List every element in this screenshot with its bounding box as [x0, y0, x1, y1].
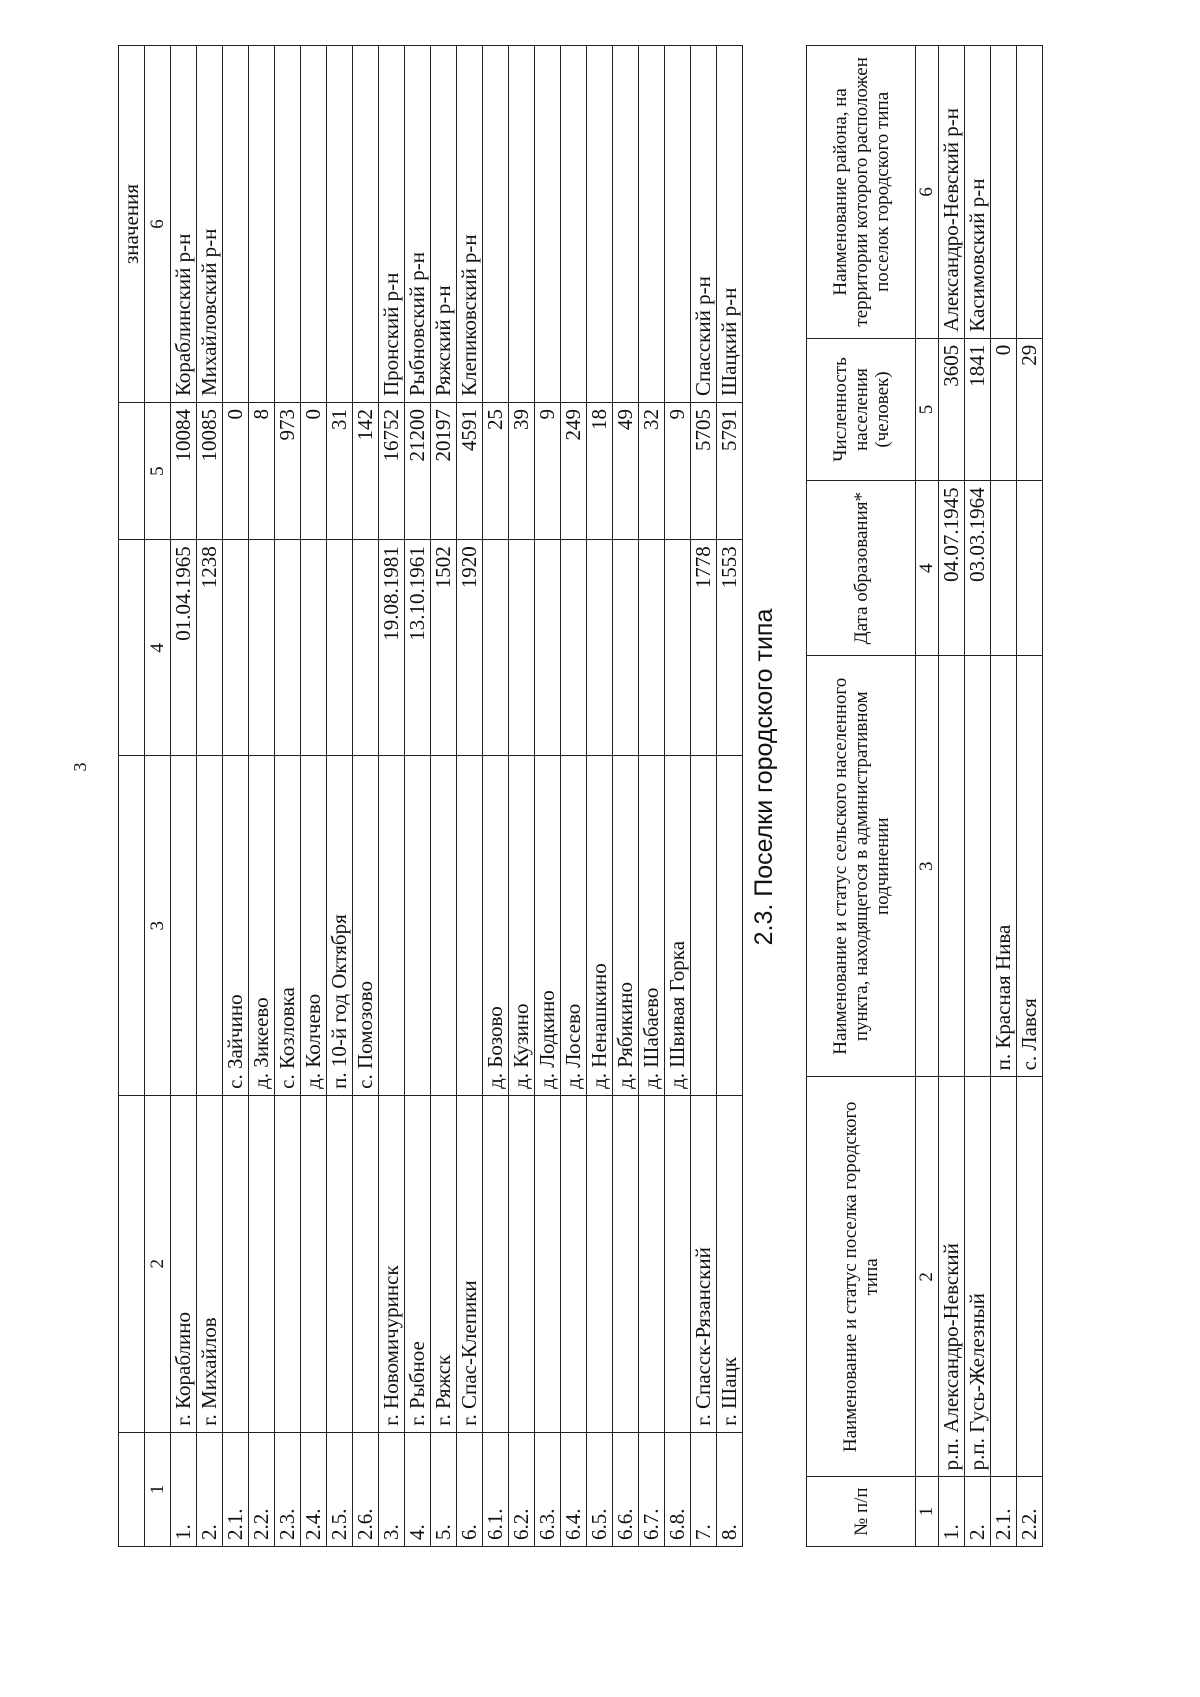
district-name — [483, 46, 509, 403]
table-header-row: № п/п Наименование и статус поселка городского типа Наименование и статус сельского населенного пункта, находящегося в административном подчинении Дата образования* Численность населения (человек) Наименование района, на территории которого расположен поселок городского типа — [807, 46, 916, 1547]
subordinate-settlement: д. Шабаево — [639, 756, 665, 1095]
founding-date — [535, 540, 561, 756]
section-title: 2.3. Поселки городского типа — [750, 608, 778, 946]
settlement-name — [587, 1095, 613, 1432]
settlement-name — [301, 1095, 327, 1432]
founding-date — [561, 540, 587, 756]
row-number: 2.2. — [249, 1432, 275, 1546]
table-row — [197, 46, 223, 1547]
district-name: Клепиковский р-н — [457, 46, 483, 403]
population: 249 — [561, 403, 587, 540]
row-number: 2.4. — [301, 1432, 327, 1546]
subordinate-settlement: д. Лосево — [561, 756, 587, 1095]
column-number-row: 1 2 3 4 5 6 — [916, 46, 939, 1547]
subordinate-settlement — [939, 656, 965, 1077]
cities-table — [118, 45, 743, 1547]
table-row — [991, 46, 1017, 1547]
district-name — [561, 46, 587, 403]
table-row — [561, 46, 587, 1547]
population: 1841 — [965, 338, 991, 481]
subordinate-settlement — [457, 756, 483, 1095]
row-number: 8. — [717, 1432, 743, 1546]
founding-date: 13.10.1961 — [405, 540, 431, 756]
row-number: 6.4. — [561, 1432, 587, 1546]
settlement-name: г. Шацк — [717, 1095, 743, 1432]
subordinate-settlement: д. Зикеево — [249, 756, 275, 1095]
founding-date: 04.07.1945 — [939, 481, 965, 656]
population: 973 — [275, 403, 301, 540]
settlement-name: г. Кораблино — [171, 1095, 197, 1432]
settlement-name — [327, 1095, 353, 1432]
population: 16752 — [379, 403, 405, 540]
district-name: Касимовский р-н — [965, 46, 991, 339]
district-name: Рыбновский р-н — [405, 46, 431, 403]
district-name — [613, 46, 639, 403]
settlement-name — [509, 1095, 535, 1432]
founding-date: 03.03.1964 — [965, 481, 991, 656]
settlement-name: г. Спасск-Рязанский — [691, 1095, 717, 1432]
row-number: 2.2. — [1017, 1477, 1043, 1547]
table-row — [431, 46, 457, 1547]
subordinate-settlement: д. Рябикино — [613, 756, 639, 1095]
founding-date: 1502 — [431, 540, 457, 756]
population: 29 — [1017, 338, 1043, 481]
row-number: 6.5. — [587, 1432, 613, 1546]
table-row — [249, 46, 275, 1547]
population: 0 — [991, 338, 1017, 481]
table-row — [587, 46, 613, 1547]
settlement-name: р.п. Александро-Невский — [939, 1077, 965, 1477]
district-name — [665, 46, 691, 403]
table-row — [327, 46, 353, 1547]
district-name: Ряжский р-н — [431, 46, 457, 403]
table-row — [223, 46, 249, 1547]
founding-date — [665, 540, 691, 756]
founding-date — [275, 540, 301, 756]
table-row — [1017, 46, 1043, 1547]
row-number: 1. — [939, 1477, 965, 1547]
settlement-name — [275, 1095, 301, 1432]
settlement-name — [535, 1095, 561, 1432]
founding-date — [1017, 481, 1043, 656]
table-row — [353, 46, 379, 1547]
table-row — [717, 46, 743, 1547]
row-number: 2.5. — [327, 1432, 353, 1546]
district-name — [353, 46, 379, 403]
founding-date — [249, 540, 275, 756]
district-name: Александро-Невский р-н — [939, 46, 965, 339]
settlements-table — [806, 45, 1043, 1547]
founding-date: 01.04.1965 — [171, 540, 197, 756]
subordinate-settlement: д. Колчево — [301, 756, 327, 1095]
founding-date: 1778 — [691, 540, 717, 756]
table-row — [665, 46, 691, 1547]
row-number: 6.3. — [535, 1432, 561, 1546]
population: 0 — [223, 403, 249, 540]
population: 10085 — [197, 403, 223, 540]
column-number-row: 1 2 3 4 5 6 — [145, 46, 171, 1547]
founding-date — [301, 540, 327, 756]
population: 32 — [639, 403, 665, 540]
district-name — [1017, 46, 1043, 339]
district-name — [223, 46, 249, 403]
population: 9 — [665, 403, 691, 540]
settlement-name — [483, 1095, 509, 1432]
table-row — [535, 46, 561, 1547]
subordinate-settlement — [431, 756, 457, 1095]
settlement-name — [613, 1095, 639, 1432]
table-header-row — [119, 46, 145, 1547]
population: 18 — [587, 403, 613, 540]
row-number: 1. — [171, 1432, 197, 1546]
settlement-name — [561, 1095, 587, 1432]
founding-date: 1920 — [457, 540, 483, 756]
settlement-name — [223, 1095, 249, 1432]
settlement-name — [991, 1077, 1017, 1477]
district-name — [249, 46, 275, 403]
table-row — [405, 46, 431, 1547]
founding-date — [587, 540, 613, 756]
population: 49 — [613, 403, 639, 540]
subordinate-settlement — [691, 756, 717, 1095]
row-number: 2. — [197, 1432, 223, 1546]
population: 4591 — [457, 403, 483, 540]
population: 10084 — [171, 403, 197, 540]
subordinate-settlement: п. 10-й год Октября — [327, 756, 353, 1095]
table-row — [301, 46, 327, 1547]
population: 142 — [353, 403, 379, 540]
subordinate-settlement — [197, 756, 223, 1095]
founding-date: 19.08.1981 — [379, 540, 405, 756]
subordinate-settlement — [405, 756, 431, 1095]
subordinate-settlement: д. Ненашкино — [587, 756, 613, 1095]
row-number: 2.1. — [991, 1477, 1017, 1547]
row-number: 2.6. — [353, 1432, 379, 1546]
table-row — [939, 46, 965, 1547]
founding-date: 1238 — [197, 540, 223, 756]
settlement-name — [249, 1095, 275, 1432]
founding-date — [509, 540, 535, 756]
founding-date — [639, 540, 665, 756]
table-row — [275, 46, 301, 1547]
table-row — [457, 46, 483, 1547]
district-name — [275, 46, 301, 403]
settlement-name: г. Новомичуринск — [379, 1095, 405, 1432]
founding-date — [327, 540, 353, 756]
row-number: 5. — [431, 1432, 457, 1546]
population: 20197 — [431, 403, 457, 540]
row-number: 2.3. — [275, 1432, 301, 1546]
population: 31 — [327, 403, 353, 540]
founding-date — [223, 540, 249, 756]
district-name — [327, 46, 353, 403]
population: 39 — [509, 403, 535, 540]
subordinate-settlement — [171, 756, 197, 1095]
settlement-name — [665, 1095, 691, 1432]
settlement-name — [353, 1095, 379, 1432]
population: 3605 — [939, 338, 965, 481]
district-name: Кораблинский р-н — [171, 46, 197, 403]
subordinate-settlement: д. Бозово — [483, 756, 509, 1095]
table-row — [613, 46, 639, 1547]
subordinate-settlement: с. Козловка — [275, 756, 301, 1095]
table-row — [965, 46, 991, 1547]
district-name: Шацкий р-н — [717, 46, 743, 403]
subordinate-settlement: с. Зайчино — [223, 756, 249, 1095]
population: 25 — [483, 403, 509, 540]
row-number: 6.8. — [665, 1432, 691, 1546]
subordinate-settlement: п. Красная Нива — [991, 656, 1017, 1077]
district-name — [639, 46, 665, 403]
row-number: 6.2. — [509, 1432, 535, 1546]
population: 9 — [535, 403, 561, 540]
district-name — [587, 46, 613, 403]
table-row — [691, 46, 717, 1547]
header-values: значения — [119, 46, 145, 403]
district-name: Спасский р-н — [691, 46, 717, 403]
row-number: 6.7. — [639, 1432, 665, 1546]
settlement-name: р.п. Гусь-Железный — [965, 1077, 991, 1477]
row-number: 6.6. — [613, 1432, 639, 1546]
table-row — [639, 46, 665, 1547]
district-name — [301, 46, 327, 403]
settlement-name — [639, 1095, 665, 1432]
subordinate-settlement: с. Помозово — [353, 756, 379, 1095]
district-name — [535, 46, 561, 403]
subordinate-settlement — [379, 756, 405, 1095]
population: 5705 — [691, 403, 717, 540]
population: 5791 — [717, 403, 743, 540]
founding-date — [613, 540, 639, 756]
subordinate-settlement: с. Лався — [1017, 656, 1043, 1077]
table-row — [379, 46, 405, 1547]
settlement-name: г. Рыбное — [405, 1095, 431, 1432]
district-name: Пронский р-н — [379, 46, 405, 403]
population: 0 — [301, 403, 327, 540]
row-number: 7. — [691, 1432, 717, 1546]
row-number: 6. — [457, 1432, 483, 1546]
population: 8 — [249, 403, 275, 540]
row-number: 4. — [405, 1432, 431, 1546]
subordinate-settlement: д. Кузино — [509, 756, 535, 1095]
settlement-name: г. Спас-Клепики — [457, 1095, 483, 1432]
district-name — [509, 46, 535, 403]
subordinate-settlement: д. Швивая Горка — [665, 756, 691, 1095]
table-row — [483, 46, 509, 1547]
founding-date — [483, 540, 509, 756]
founding-date: 1553 — [717, 540, 743, 756]
subordinate-settlement — [717, 756, 743, 1095]
row-number: 6.1. — [483, 1432, 509, 1546]
settlement-name: г. Ряжск — [431, 1095, 457, 1432]
founding-date — [991, 481, 1017, 656]
founding-date — [353, 540, 379, 756]
row-number: 2.1. — [223, 1432, 249, 1546]
settlement-name — [1017, 1077, 1043, 1477]
subordinate-settlement — [965, 656, 991, 1077]
table-row — [509, 46, 535, 1547]
page-number: 3 — [70, 762, 90, 772]
row-number: 2. — [965, 1477, 991, 1547]
settlement-name: г. Михайлов — [197, 1095, 223, 1432]
row-number: 3. — [379, 1432, 405, 1546]
district-name: Михайловский р-н — [197, 46, 223, 403]
district-name — [991, 46, 1017, 339]
population: 21200 — [405, 403, 431, 540]
table-row — [171, 46, 197, 1547]
subordinate-settlement: д. Лодкино — [535, 756, 561, 1095]
